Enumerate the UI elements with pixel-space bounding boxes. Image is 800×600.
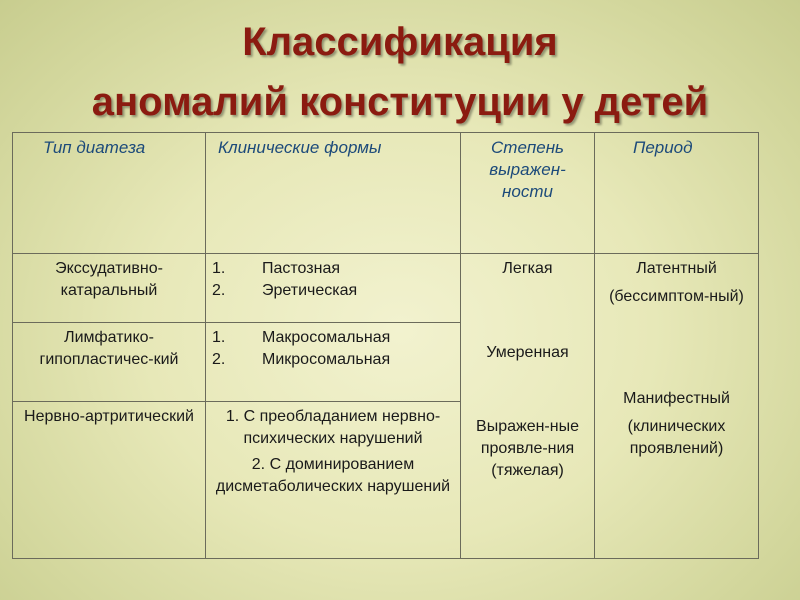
list-item: 2. Микросомальная (212, 351, 391, 368)
diathesis-type-cell: Нервно-артритический (13, 402, 206, 559)
severity-mild: Легкая (502, 260, 553, 277)
clinical-forms-cell (206, 402, 461, 559)
list-item: 1. Пастозная (212, 260, 340, 277)
period-latent-note: (бессимптом-ный) (609, 288, 744, 305)
severity-cell (461, 254, 595, 559)
table-header-row (13, 133, 759, 254)
header-severity: Степень выражен-ности (461, 133, 595, 254)
header-diathesis-type: Тип диатеза (13, 133, 206, 254)
severity-moderate: Умеренная (486, 344, 569, 361)
severity-severe: Выражен-ные проявле-ния (476, 418, 579, 457)
clinical-forms-cell (206, 254, 461, 323)
header-clinical-forms: Клинические формы (206, 133, 461, 254)
table-row (13, 254, 759, 323)
period-cell (595, 254, 759, 559)
period-latent: Латентный (636, 260, 717, 277)
clinical-forms-cell (206, 323, 461, 402)
period-manifest: Манифестный (623, 390, 730, 407)
diathesis-type-cell: Экссудативно-катаральный (13, 254, 206, 323)
diathesis-type-cell: Лимфатико-гипопластичес-кий (13, 323, 206, 402)
classification-table (12, 132, 759, 559)
list-item: 2. Эретическая (212, 282, 358, 299)
list-item: 2. С доминированием дисметаболических нарушений (215, 456, 451, 495)
list-item: 1. Макросомальная (212, 329, 391, 346)
list-item: 1. С преобладанием нервно-психических нарушений (225, 408, 441, 447)
header-period: Период (595, 133, 759, 254)
period-manifest-note: (клинических проявлений) (627, 418, 726, 457)
page-title-line-1: Классификация (242, 20, 558, 64)
severity-severe-note: (тяжелая) (491, 462, 564, 479)
page-title-line-2: аномалий конституции у детей (91, 80, 709, 124)
